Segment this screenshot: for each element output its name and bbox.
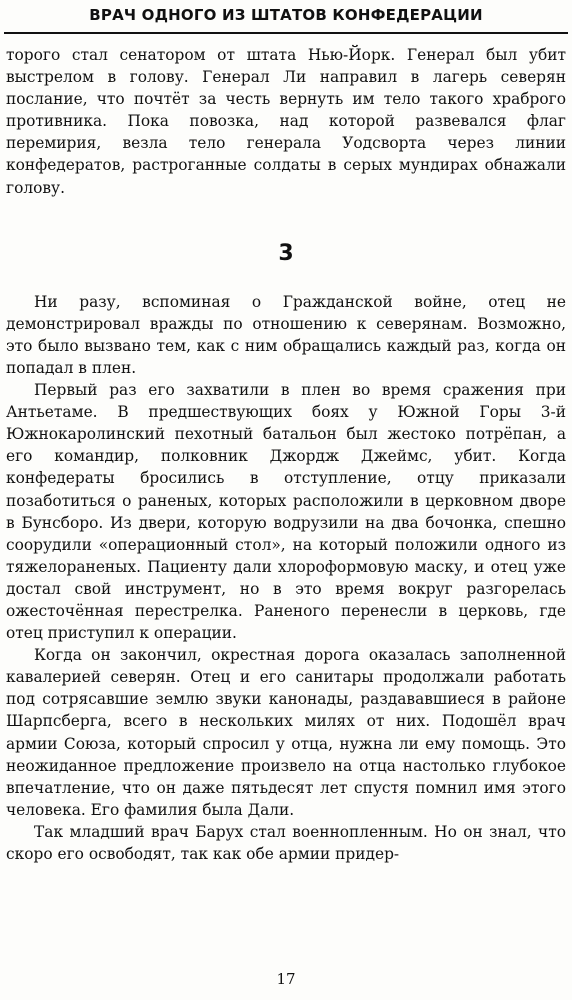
- paragraph-3: Когда он закончил, окрестная дорога оказалась заполненной кавалерией северян. Отец и его санитары продолжали работать под сотрясавшие землю звуки канонады, раздававшиеся в районе Шарпсберга, всего в нескольких милях от них. Подошёл врач армии Союза, который спросил у отца, нужна ли ему помощь. Это неожиданное предложение произвело на отца настолько глубокое впечатление, что он даже пятьдесят лет спустя помнил имя этого человека. Его фамилия была Дали.: [6, 646, 566, 819]
- body-text: [6, 44, 566, 865]
- chapter-number: 3: [278, 240, 294, 266]
- paragraph-4: Так младший врач Барух стал военнопленным. Но он знал, что скоро его освободят, так как обе армии придер-: [6, 822, 566, 863]
- opening-paragraph: торого стал сенатором от штата Нью-Йорк. Генерал был убит выстрелом в голову. Генерал Ли направил в лагерь северян послание, что почтёт за честь вернуть им тело такого храброго противника. Пока повозка, над которой развевался флаг перемирия, везла тело генерала Уодсворта через линии конфедератов, растроганные солдаты в серых мундирах обнажали голову.: [6, 46, 566, 197]
- running-header: ВРАЧ ОДНОГО ИЗ ШТАТОВ КОНФЕДЕРАЦИИ: [4, 0, 568, 34]
- paragraph-2: Первый раз его захватили в плен во время сражения при Антьетаме. В предшествующих боях у Южной Горы 3-й Южнокаролинский пехотный батальон был жестоко потрёпан, а его командир, полковник Джордж Джеймс, убит. Когда конфедераты бросились в отступление, отцу приказали позаботиться о раненых, которых расположили в церковном дворе в Бунсборо. Из двери, которую водрузили на два бочонка, спешно соорудили «операционный стол», на который положили одного из тяжелораненых. Пациенту дали хлороформовую маску, и отец уже достал свой инструмент, но в это время вокруг разгорелась ожесточённая перестрелка. Раненого перенесли в церковь, где отец приступил к операции.: [6, 381, 566, 643]
- paragraph-1: Ни разу, вспоминая о Гражданской войне, отец не демонстрировал вражды по отношению к северянам. Возможно, это было вызвано тем, как с ним обращались каждый раз, когда он попадал в плен.: [6, 292, 566, 377]
- page-number: 17: [276, 970, 296, 988]
